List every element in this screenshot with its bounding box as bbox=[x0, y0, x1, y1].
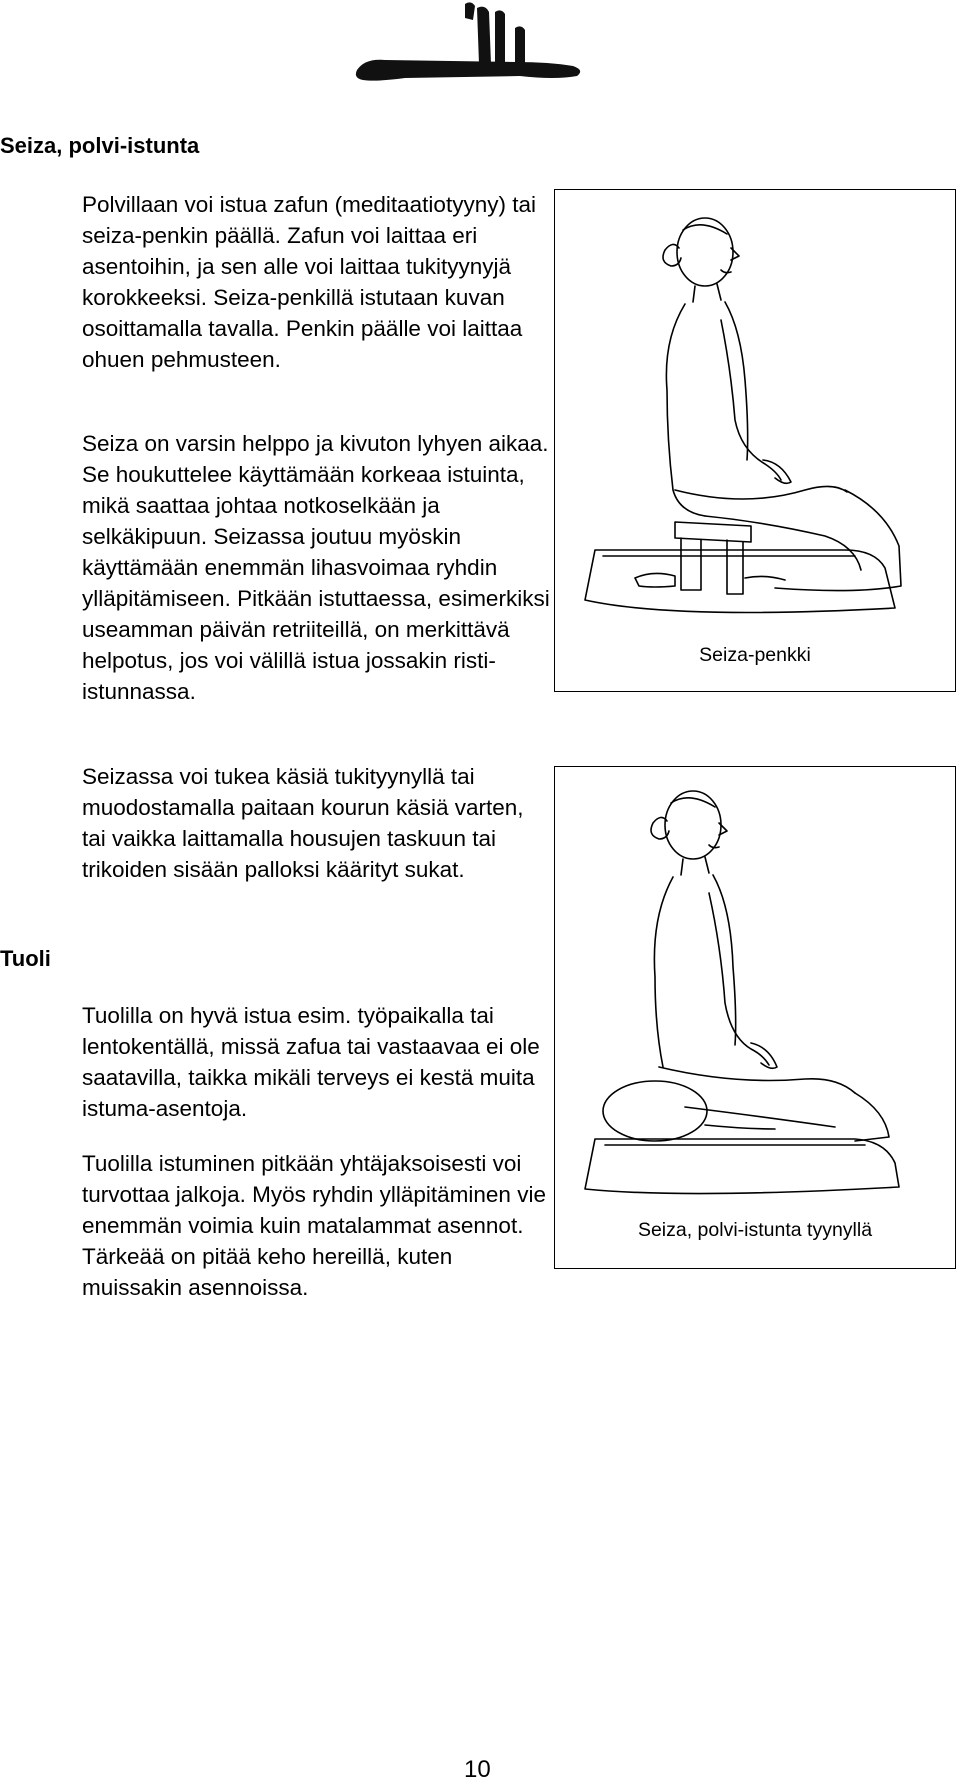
section-heading-seiza: Seiza, polvi-istunta bbox=[0, 133, 200, 158]
paragraph: Seiza on varsin helppo ja kivuton lyhyen aikaa. Se houkuttelee käyttämään korkeaa istuinta, mikä saattaa johtaa notkoselkään ja selkäkipuun. Seizassa joutuu myöskin käyttämään enemmän lihasvoimaa ryhdin ylläpitämiseen. Pitkään istuttaessa, esimerkiksi useamman päivän retriiteillä, on merkittävä helpotus, jos voi välillä istua jossakin risti-istunnassa. bbox=[82, 431, 550, 704]
seiza-cushion-illustration bbox=[555, 767, 955, 1207]
page-number: 10 bbox=[464, 1756, 491, 1783]
logo bbox=[345, 0, 605, 92]
section-heading-tuoli: Tuoli bbox=[0, 946, 51, 971]
paragraph: Seizassa voi tukea käsiä tukityynyllä tai muodostamalla paitaan kourun käsiä varten, tai vaikka laittamalla housujen taskuun tai trikoiden sisään palloksi käärityt sukat. bbox=[82, 764, 524, 882]
figure-caption: Seiza-penkki bbox=[699, 644, 811, 666]
figure-seiza-cushion bbox=[554, 766, 956, 1269]
paragraph: Polvillaan voi istua zafun (meditaatiotyyny) tai seiza-penkin päällä. Zafun voi laittaa eri asentoihin, ja sen alle voi laittaa tukityynyjä korokkeeksi. Seiza-penkillä istutaan kuvan osoittamalla tavalla. Penkin päälle voi laittaa ohuen pehmusteen. bbox=[82, 192, 536, 372]
figure-seiza-bench bbox=[554, 189, 956, 692]
paragraph: Tuolilla istuminen pitkään yhtäjaksoisesti voi turvottaa jalkoja. Myös ryhdin ylläpitäminen vie enemmän voimia kuin matalammat asennot. Tärkeää on pitää keho hereillä, kuten muissakin asennoissa. bbox=[82, 1151, 546, 1300]
paragraph: Tuolilla on hyvä istua esim. työpaikalla tai lentokentällä, missä zafua tai vastaavaa ei ole saatavilla, taikka mikäli terveys ei kestä muita istuma-asentoja. bbox=[82, 1003, 540, 1121]
figure-caption: Seiza, polvi-istunta tyynyllä bbox=[637, 1219, 873, 1241]
brush-calligraphy-icon bbox=[345, 0, 605, 92]
seiza-bench-illustration bbox=[555, 190, 955, 630]
